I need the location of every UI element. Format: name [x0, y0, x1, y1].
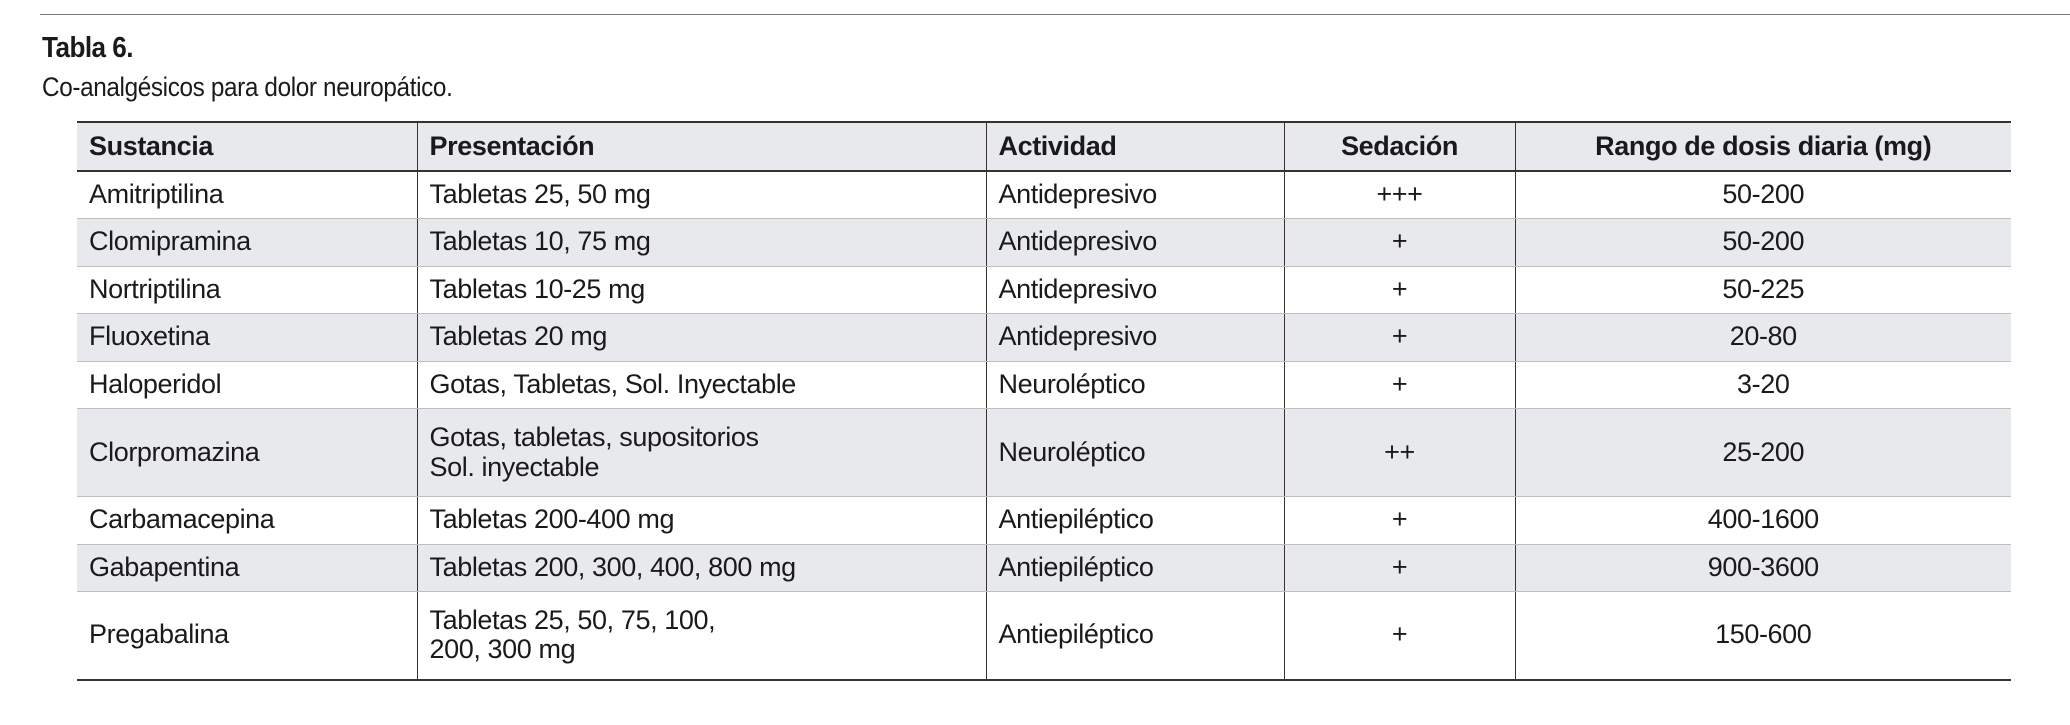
cell-sustancia: Amitriptilina	[77, 171, 417, 219]
table-subtitle: Co-analgésicos para dolor neuropático.	[42, 72, 453, 102]
cell-sustancia: Clomipramina	[77, 219, 417, 267]
presentacion-line: Tabletas 20 mg	[429, 321, 608, 352]
table-row	[77, 592, 2011, 680]
table-row	[77, 266, 2011, 314]
table-row	[77, 171, 2011, 219]
cell-rango: 25-200	[1515, 409, 2011, 497]
cell-rango: 900-3600	[1515, 544, 2011, 592]
presentacion-line: Gotas, Tabletas, Sol. Inyectable	[429, 368, 796, 399]
table-row	[77, 409, 2011, 497]
cell-actividad: Antidepresivo	[986, 171, 1284, 219]
table-body	[77, 171, 2011, 680]
cell-actividad: Antidepresivo	[986, 314, 1284, 362]
presentacion-line: Tabletas 200-400 mg	[429, 504, 675, 535]
top-divider	[40, 14, 2070, 15]
header-presentacion: Presentación	[417, 122, 986, 171]
presentacion-line: Tabletas 10, 75 mg	[429, 226, 651, 257]
cell-sedacion: ++	[1284, 409, 1515, 497]
cell-sustancia: Gabapentina	[77, 544, 417, 592]
cell-sedacion: +	[1284, 361, 1515, 409]
cell-presentacion	[417, 171, 986, 219]
cell-presentacion	[417, 497, 986, 545]
cell-rango: 50-200	[1515, 171, 2011, 219]
cell-rango: 3-20	[1515, 361, 2011, 409]
cell-rango: 50-225	[1515, 266, 2011, 314]
cell-sedacion: +	[1284, 266, 1515, 314]
presentacion-line: Tabletas 25, 50 mg	[429, 179, 651, 210]
cell-actividad: Antiepiléptico	[986, 497, 1284, 545]
presentacion-line: Gotas, tabletas, supositorios	[429, 421, 759, 452]
cell-rango: 400-1600	[1515, 497, 2011, 545]
cell-sustancia: Carbamacepina	[77, 497, 417, 545]
table-row	[77, 361, 2011, 409]
cell-presentacion	[417, 592, 986, 680]
cell-sedacion: +	[1284, 592, 1515, 680]
cell-actividad: Neuroléptico	[986, 361, 1284, 409]
table-caption	[42, 32, 498, 103]
header-actividad: Actividad	[986, 122, 1284, 171]
presentacion-line: Tabletas 10-25 mg	[429, 273, 645, 304]
cell-sustancia: Haloperidol	[77, 361, 417, 409]
cell-actividad: Antidepresivo	[986, 266, 1284, 314]
cell-actividad: Antiepiléptico	[986, 544, 1284, 592]
cell-sedacion: +	[1284, 314, 1515, 362]
cell-presentacion	[417, 361, 986, 409]
cell-sustancia: Clorpromazina	[77, 409, 417, 497]
cell-presentacion	[417, 544, 986, 592]
cell-sedacion: +	[1284, 219, 1515, 267]
table-row	[77, 219, 2011, 267]
cell-presentacion	[417, 409, 986, 497]
cell-sustancia: Nortriptilina	[77, 266, 417, 314]
cell-presentacion	[417, 219, 986, 267]
table-row	[77, 314, 2011, 362]
cell-sustancia: Pregabalina	[77, 592, 417, 680]
presentacion-line: Tabletas 200, 300, 400, 800 mg	[429, 551, 796, 582]
presentacion-line: Tabletas 25, 50, 75, 100,	[429, 604, 716, 635]
cell-rango: 20-80	[1515, 314, 2011, 362]
cell-rango: 150-600	[1515, 592, 2011, 680]
header-sedacion: Sedación	[1284, 122, 1515, 171]
cell-sedacion: +++	[1284, 171, 1515, 219]
cell-actividad: Antidepresivo	[986, 219, 1284, 267]
table-row	[77, 497, 2011, 545]
table-row	[77, 544, 2011, 592]
cell-sedacion: +	[1284, 544, 1515, 592]
presentacion-line: 200, 300 mg	[429, 634, 576, 665]
cell-actividad: Neuroléptico	[986, 409, 1284, 497]
cell-sedacion: +	[1284, 497, 1515, 545]
cell-presentacion	[417, 314, 986, 362]
coanalgesics-table	[77, 121, 2011, 681]
cell-actividad: Antiepiléptico	[986, 592, 1284, 680]
header-row	[77, 122, 2011, 171]
cell-rango: 50-200	[1515, 219, 2011, 267]
cell-presentacion	[417, 266, 986, 314]
presentacion-line: Sol. inyectable	[429, 451, 600, 482]
cell-sustancia: Fluoxetina	[77, 314, 417, 362]
header-rango: Rango de dosis diaria (mg)	[1515, 122, 2011, 171]
table-title: Tabla 6.	[42, 32, 133, 64]
header-sustancia: Sustancia	[77, 122, 417, 171]
